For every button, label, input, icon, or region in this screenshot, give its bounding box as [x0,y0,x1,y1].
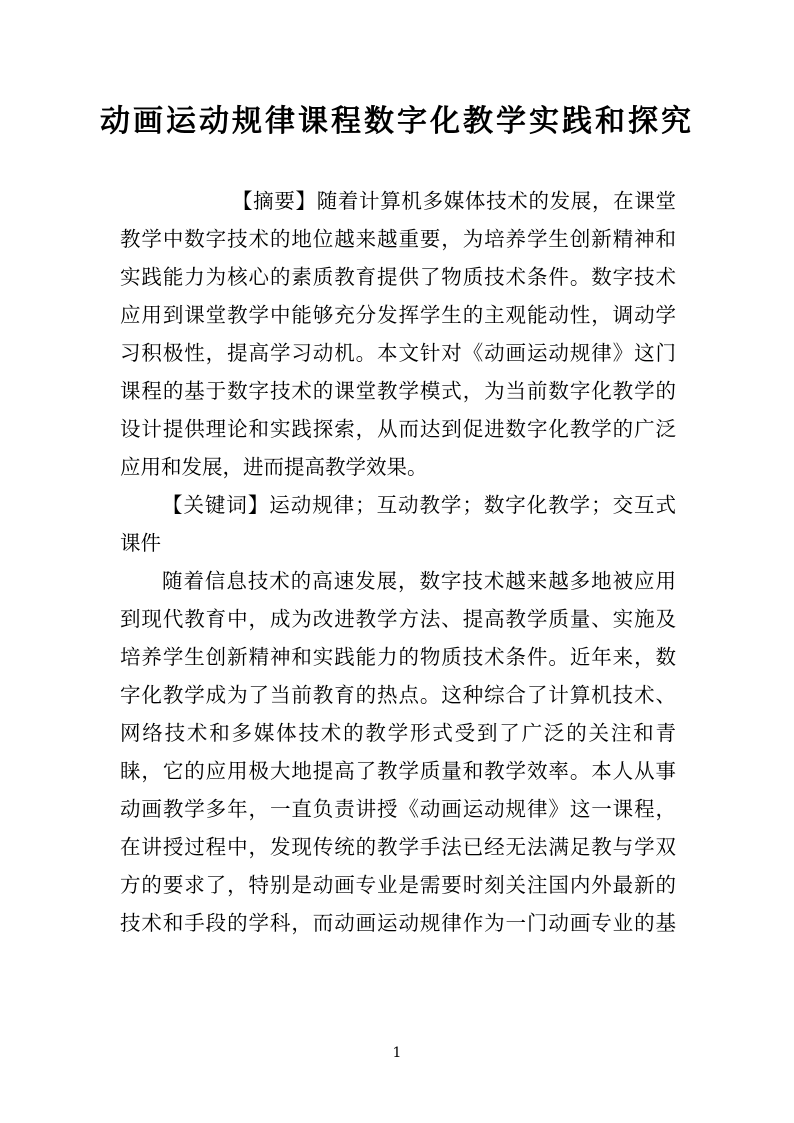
document-title: 动画运动规律课程数字化教学实践和探究 [100,104,694,139]
abstract-line: 设计提供理论和实践探索，从而达到促进数字化教学的广泛 [120,417,676,441]
paragraph-line: 动画教学多年，一直负责讲授《动画运动规律》这一课程， [120,797,676,821]
paragraph-line: 培养学生创新精神和实践能力的物质技术条件。近年来，数 [120,645,676,669]
paragraph-line: 在讲授过程中，发现传统的教学手法已经无法满足教与学双 [120,835,676,859]
body-paragraph [120,562,676,942]
abstract-line: 实践能力为核心的素质教育提供了物质技术条件。数字技术 [120,265,676,289]
keywords [120,486,676,562]
paragraph-line: 随着信息技术的高速发展，数字技术越来越多地被应用 [162,569,676,593]
keywords-line: 【关键词】运动规律；互动教学；数字化教学；交互式 [162,493,676,517]
paragraph-line: 睐，它的应用极大地提高了教学质量和教学效率。本人从事 [120,759,676,783]
keywords-line: 课件 [120,531,161,555]
abstract-line: 【摘要】随着计算机多媒体技术的发展，在课堂 [232,189,676,213]
paragraph-line: 技术和手段的学科，而动画运动规律作为一门动画专业的基 [120,911,676,935]
abstract-line: 习积极性，提高学习动机。本文针对《动画运动规律》这门 [120,341,676,365]
paragraph-line: 到现代教育中，成为改进教学方法、提高教学质量、实施及 [120,607,676,631]
abstract [120,182,676,486]
paragraph-line: 字化教学成为了当前教育的热点。这种综合了计算机技术、 [120,683,676,707]
abstract-line: 应用到课堂教学中能够充分发挥学生的主观能动性，调动学 [120,303,676,327]
paragraph-line: 网络技术和多媒体技术的教学形式受到了广泛的关注和青 [120,721,676,745]
document-body [120,182,676,942]
page-number: 1 [392,1045,402,1061]
abstract-line: 课程的基于数字技术的课堂教学模式，为当前数字化教学的 [120,379,676,403]
paragraph-line: 方的要求了，特别是动画专业是需要时刻关注国内外最新的 [120,873,676,897]
abstract-line: 教学中数字技术的地位越来越重要，为培养学生创新精神和 [120,227,676,251]
abstract-line: 应用和发展，进而提高教学效果。 [120,455,428,479]
